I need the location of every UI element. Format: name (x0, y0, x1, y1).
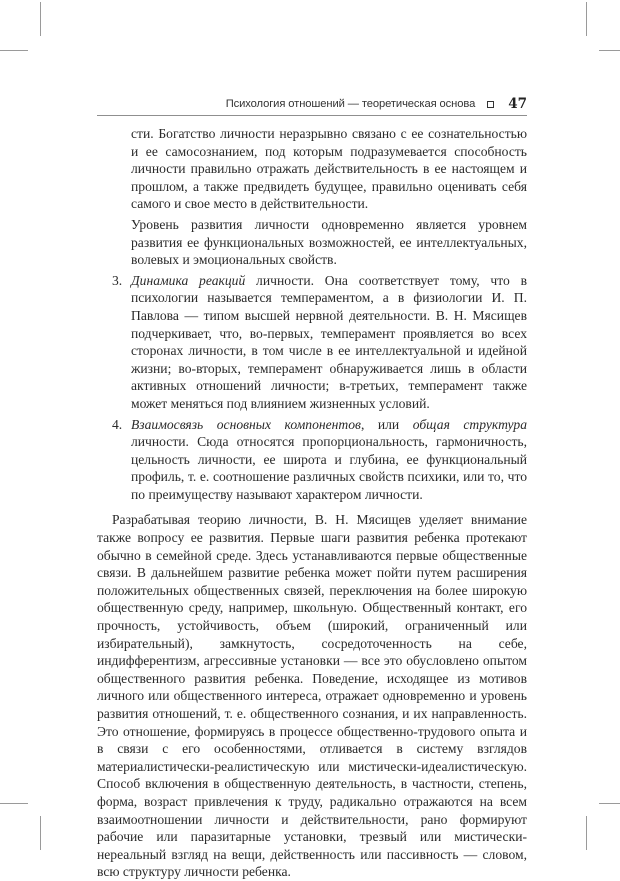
crop-mark-top-left-horizontal (0, 50, 28, 51)
crop-mark-top-right-horizontal (599, 50, 620, 51)
crop-mark-top-left-vertical (40, 2, 41, 36)
list-item-number: 3. (112, 272, 123, 288)
list-item-continuation: Уровень развития личности одновременно является уровнем развития ее функциональных возможностей, ее интеллектуальных, волевых и эмоциональных свойств. (131, 216, 527, 268)
emphasis-term: общая структура (412, 416, 528, 432)
emphasis-term: Взаимосвязь основных компонентов (131, 416, 361, 432)
list-item-number: 4. (112, 416, 123, 432)
list-item-body: личности. Сюда относятся пропорциональность, гармоничность, цельность личности, ее широта и глубина, ее функциональный профиль, т. е. соотношение различных свойств психики, или то, что по преимуществу называют характером личности. (131, 434, 527, 502)
list-item (97, 416, 527, 504)
list-item-text (131, 272, 527, 413)
list-item-body: личности. Она соответствует тому, что в психологии называется темпераментом, а в физиологии И. П. Павлова — типом высшей нервной деятельности. В. Н. Мясищев подчеркивает, что, во-первых, темперамент проявляется во всех сторонах личности, в том числе в ее интеллектуальной и идейной жизни; во-вторых, темперамент обнаруживается лишь в области активных отношений личности; в-третьих, темперамент также может меняться под влиянием жизненных условий. (131, 272, 528, 411)
list-item (97, 272, 527, 413)
emphasis-term: Динамика реакций (131, 272, 246, 288)
list-item-body: , или (360, 416, 413, 432)
running-head (97, 93, 527, 116)
body-paragraph: Разрабатывая теорию личности, В. Н. Мясищев уделяет внимание также вопросу ее развития. Первые шаги развития ребенка протекают обычно в семейной среде. Здесь устанавливаются первые общественные связи. В дальнейшем развитие ребенка может пойти путем расширения положительных общественных связей, переключения на более широкую общественную среду, например, школьную. Общественный контакт, его прочность, устойчивость, объем (широкий, ограниченный или избирательный), замкнутость, сосредоточенность на себе, индифферентизм, агрессивные установки — все это обусловлено опытом общественного развития ребенка. Поведение, исходящее из мотивов личного или общественного интереса, отражает одновременно и уровень развития отношений, т. е. общественного сознания, и их направленность. Это отношение, формируясь в процессе общественно-трудового опыта и в связи с его особенностями, отливается в систему взглядов материалистически-реалистическую или мистически-идеалистическую. Способ включения в общественную деятельность, в частности, степень, форма, возраст привлечения к труду, радикально отражаются на всем взаимоотношении личности и действительности, рано формируют рабочие или паразитарные установки, трезвый или мистически-нереальный взгляд на вещи, действенность или пассивность — словом, всю структуру личности ребенка. (97, 512, 527, 880)
page-number: 47 (508, 96, 527, 112)
page-body (97, 125, 527, 881)
list-item-text (131, 416, 527, 504)
crop-mark-top-right-vertical (586, 2, 587, 36)
crop-mark-bottom-left-horizontal (0, 803, 28, 804)
crop-mark-bottom-right-horizontal (599, 803, 620, 804)
list-item-continuation: сти. Богатство личности неразрывно связано с ее сознательностью и ее самосознанием, под которым подразумевается способность личности правильно отражать действительность в ее настоящем и прошлом, а также предвидеть будущее, правильно оценивать себя самого и свое место в действительности. (131, 126, 527, 212)
running-head-title: Психология отношений — теоретическая основа (225, 98, 476, 110)
crop-mark-bottom-left-vertical (40, 816, 41, 850)
crop-mark-bottom-right-vertical (586, 816, 587, 850)
square-bullet-icon (487, 101, 494, 108)
